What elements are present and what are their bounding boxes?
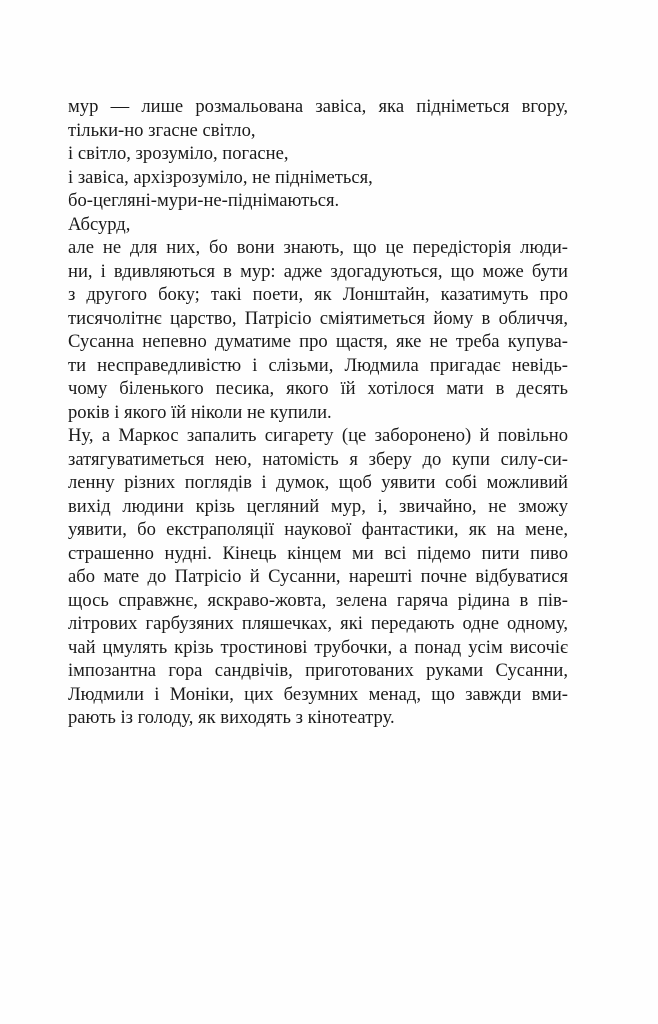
text-line: ленну різних поглядів і думок, щоб уявити собі можливий (68, 472, 568, 493)
text-line: або мате до Патрісіо й Сусанни, нарешті почне відбуватися (68, 566, 568, 587)
text-line: чай цмулять крізь тростинові трубочки, а понад усім височіє (68, 636, 568, 658)
text-line: з другого боку; такі поети, як Лонштайн, казатимуть про (68, 284, 568, 305)
text-line: Сусанна непевно думатиме про щастя, яке не треба купува- (68, 331, 568, 352)
body-text (68, 95, 568, 730)
text-line: але не для них, бо вони знають, що це передісторія люди- (68, 237, 568, 258)
text-line: мур — лише розмальована завіса, яка підніметься вгору, (68, 96, 568, 117)
text-line: Людмили і Моніки, цих безумних менад, що завжди вми- (68, 683, 568, 705)
text-line: літрових гарбузяних пляшечках, які передають одне одному, (68, 613, 568, 634)
text-line: Ну, а Маркос запалить сигарету (це заборонено) й повільно (68, 425, 568, 446)
text-line: років і якого їй ніколи не купили. (68, 401, 332, 423)
text-line: тільки-но згасне світло, (68, 119, 256, 141)
text-line: тисячолітнє царство, Патрісіо сміятиметься йому в обличчя, (68, 307, 568, 329)
text-line: імпозантна гора сандвічів, приготованих руками Сусанни, (68, 660, 568, 681)
text-line: щось справжнє, яскраво-жовта, зелена гаряча рідина в пів- (68, 589, 568, 611)
text-line: рають із голоду, як виходять з кінотеатру. (68, 707, 395, 728)
text-line: ни, і вдивляються в мур: адже здогадуються, що може бути (68, 260, 568, 282)
text-line: чому біленького песика, якого їй хотілося мати в десять (68, 378, 568, 399)
text-line: ти несправедливістю і слізьми, Людмила пригадає невідь- (68, 354, 568, 376)
text-line: вихід людини крізь цегляний мур, і, звичайно, не зможу (68, 495, 568, 517)
text-line: затягуватиметься нею, натомість я зберу до купи силу-си- (68, 448, 568, 470)
text-line: страшенно нудні. Кінець кінцем ми всі підемо пити пиво (68, 542, 568, 564)
text-line: і світло, зрозуміло, погасне, (68, 143, 289, 164)
text-line: Абсурд, (68, 213, 131, 235)
text-line: бо-цегляні-мури-не-піднімаються. (68, 190, 340, 211)
text-line: уявити, бо екстраполяції наукової фантастики, як на мене, (68, 519, 568, 540)
text-line: і завіса, архізрозуміло, не підніметься, (68, 166, 373, 188)
